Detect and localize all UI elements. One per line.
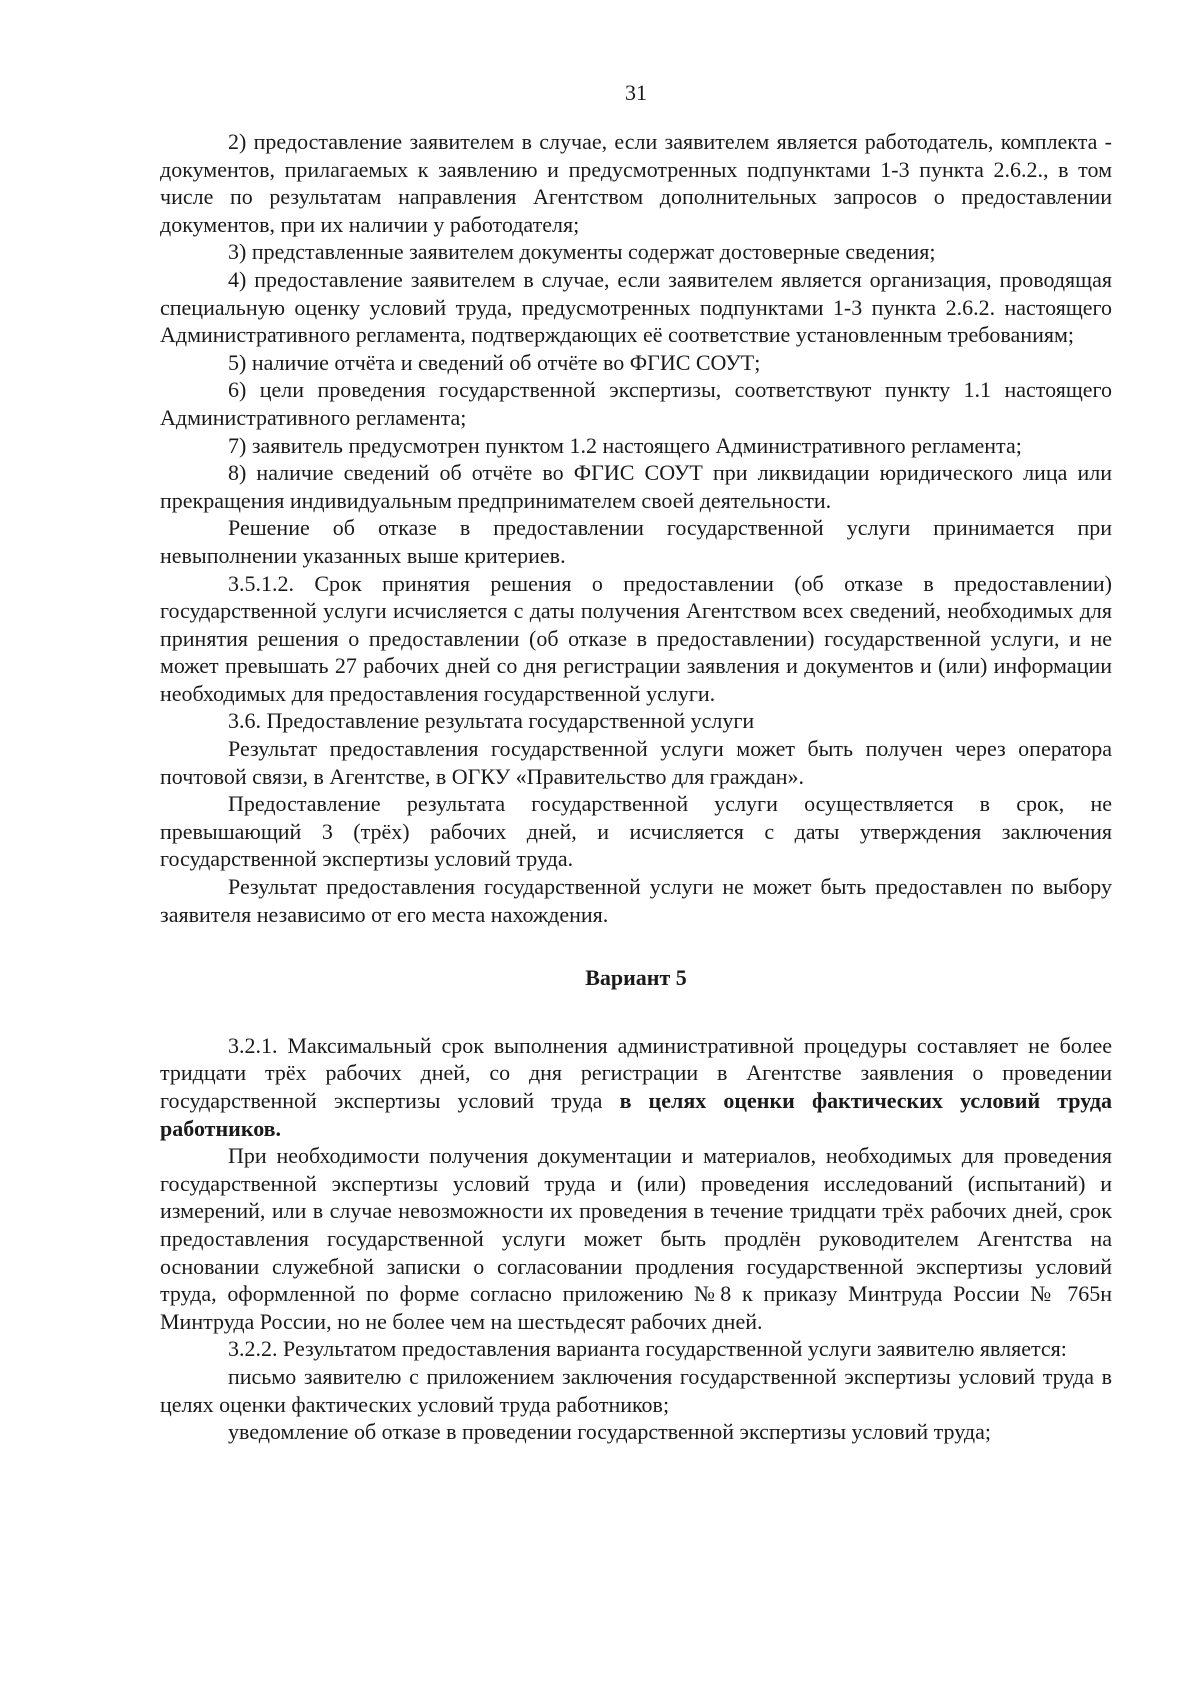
paragraph: 3.5.1.2. Срок принятия решения о предоставлении (об отказе в предоставлении) государственной услуги исчисляется с даты получения Агентством всех сведений, необходимых для принятия решения о предоставлении (об отказе в предоставлении) государственной услуги, и не может превышать 27 рабочих дней со дня регистрации заявления и документов и (или) информации необходимых для предоставления государственной услуги. bbox=[160, 570, 1112, 706]
paragraph: письмо заявителю с приложением заключения государственной экспертизы условий труда в целях оценки фактических условий труда работников; bbox=[160, 1363, 1112, 1417]
paragraph: 8) наличие сведений об отчёте во ФГИС СОУТ при ликвидации юридического лица или прекращения индивидуальным предпринимателем своей деятельности. bbox=[160, 460, 1112, 513]
paragraph: Результат предоставления государственной услуги может быть получен через оператора почтовой связи, в Агентстве, в ОГКУ «Правительство для граждан». bbox=[160, 736, 1112, 789]
paragraph: уведомление об отказе в проведении государственной экспертизы условий труда; bbox=[228, 1419, 991, 1445]
document-body bbox=[160, 128, 1112, 1446]
paragraph: При необходимости получения документации и материалов, необходимых для проведения государственной экспертизы условий труда и (или) проведения исследований (испытаний) и измерений, или в случае невозможности их проведения в течение тридцати трёх рабочих дней, срок предоставления государственной услуги может быть продлён руководителем Агентства на основании служебной записки о согласовании продления государственной экспертизы условий труда, оформленной по форме согласно приложению №8 к приказу Минтруда России № 765н Минтруда России, но не более чем на шестьдесят рабочих дней. bbox=[160, 1143, 1112, 1334]
paragraph: Предоставление результата государственной услуги осуществляется в срок, не превышающий 3 (трёх) рабочих дней, и исчисляется с даты утверждения заключения государственной экспертизы условий труда. bbox=[160, 791, 1112, 872]
section-title: 3.6. Предоставление результата государственной услуги bbox=[228, 708, 755, 734]
paragraph: 3.2.2. Результатом предоставления варианта государственной услуги заявителю является: bbox=[228, 1336, 1067, 1362]
page-number: 31 bbox=[625, 80, 647, 105]
paragraph: 4) предоставление заявителем в случае, если заявителем является организация, проводящая специальную оценку условий труда, предусмотренных подпунктами 1-3 пункта 2.6.2. настоящего Административного регламента, подтверждающих её соответствие установленным требованиям; bbox=[160, 266, 1112, 348]
paragraph: 6) цели проведения государственной экспертизы, соответствуют пункту 1.1 настоящего Административного регламента; bbox=[160, 377, 1112, 430]
document-page bbox=[160, 70, 1112, 1670]
paragraph-3-2-1 bbox=[160, 1032, 1112, 1142]
paragraph: 5) наличие отчёта и сведений об отчёте во ФГИС СОУТ; bbox=[228, 349, 761, 375]
paragraph: Результат предоставления государственной услуги не может быть предоставлен по выбору заявителя независимо от его места нахождения. bbox=[160, 874, 1112, 927]
paragraph: Решение об отказе в предоставлении государственной услуги принимается при невыполнении указанных выше критериев. bbox=[160, 515, 1112, 568]
paragraph-bold-text: в целях оценки фактических условий труда работников. bbox=[160, 1088, 1112, 1141]
paragraph: 3) представленные заявителем документы содержат достоверные сведения; bbox=[228, 239, 936, 265]
variant-heading: Вариант 5 bbox=[585, 965, 687, 991]
paragraph: 2) предоставление заявителем в случае, если заявителем является работодатель, комплекта - документов, прилагаемых к заявлению и предусмотренных подпунктами 1-3 пункта 2.6.2., в том числе по результатам направления Агентством дополнительных запросов о предоставлении документов, при их наличии у работодателя; bbox=[160, 129, 1112, 237]
paragraph-text: 3.2.1. Максимальный срок выполнения административной процедуры составляет не более тридцати трёх рабочих дней, со дня регистрации в Агентстве заявления о проведении государственной экспертизы условий труда bbox=[160, 1032, 1112, 1113]
paragraph: 7) заявитель предусмотрен пунктом 1.2 настоящего Административного регламента; bbox=[228, 432, 1022, 458]
